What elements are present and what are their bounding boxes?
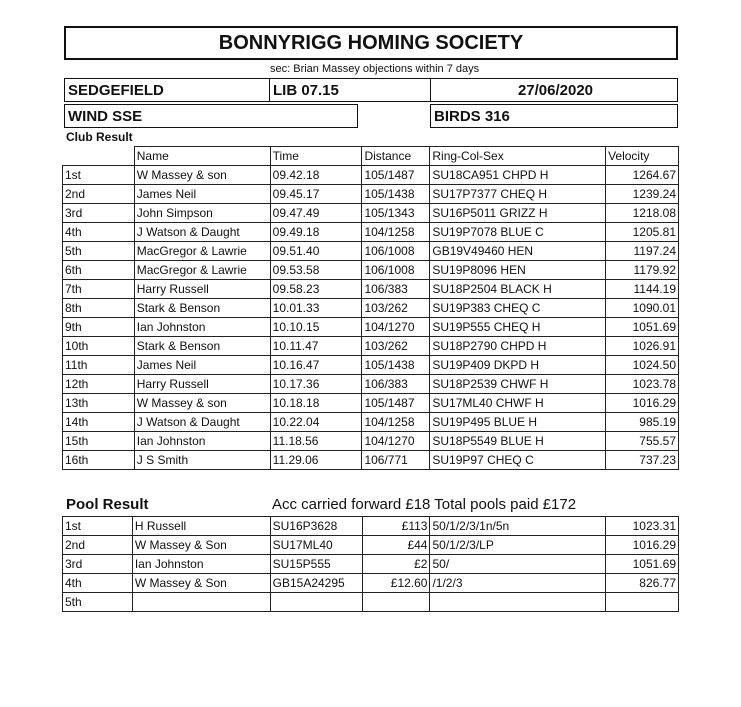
place-cell: 9th	[63, 318, 135, 337]
ring-cell: SU19P383 CHEQ C	[430, 299, 606, 318]
place-cell: 13th	[63, 394, 135, 413]
ring-cell: SU18P5549 BLUE H	[430, 432, 606, 451]
table-row	[63, 242, 679, 261]
time-cell: 10.18.18	[270, 394, 362, 413]
table-row	[63, 394, 679, 413]
column-header: Velocity	[606, 147, 679, 166]
amount-cell: £2	[362, 555, 430, 574]
name-cell: Ian Johnston	[134, 318, 270, 337]
ring-cell: SU18P2790 CHPD H	[430, 337, 606, 356]
velocity-cell: 1205.81	[606, 223, 679, 242]
velocity-cell: 826.77	[606, 574, 679, 593]
time-cell: 09.51.40	[270, 242, 362, 261]
name-cell: MacGregor & Lawrie	[134, 242, 270, 261]
time-cell: 10.10.15	[270, 318, 362, 337]
table-row	[63, 223, 679, 242]
ring-cell	[270, 593, 362, 612]
society-title-text: BONNYRIGG HOMING SOCIETY	[218, 31, 524, 54]
velocity-cell: 1023.78	[606, 375, 679, 394]
velocity-cell: 1016.29	[606, 394, 679, 413]
distance-cell: 105/1487	[362, 166, 430, 185]
place-cell: 5th	[63, 242, 135, 261]
place-cell: 7th	[63, 280, 135, 299]
place-cell: 2nd	[63, 536, 133, 555]
pools-cell: 50/	[430, 555, 606, 574]
ring-cell: SU16P5011 GRIZZ H	[430, 204, 606, 223]
distance-cell: 104/1270	[362, 432, 430, 451]
time-cell: 09.58.23	[270, 280, 362, 299]
velocity-cell: 1023.31	[606, 517, 679, 536]
column-header: Name	[134, 147, 270, 166]
table-row	[63, 204, 679, 223]
amount-cell: £44	[362, 536, 430, 555]
ring-cell: SU19P97 CHEQ C	[430, 451, 606, 470]
ring-cell: SU17P7377 CHEQ H	[430, 185, 606, 204]
header-blank	[63, 147, 135, 166]
velocity-cell: 1179.92	[606, 261, 679, 280]
name-cell: MacGregor & Lawrie	[134, 261, 270, 280]
table-row	[63, 280, 679, 299]
society-title	[64, 26, 678, 60]
ring-cell: SU17ML40	[270, 536, 362, 555]
place-cell: 6th	[63, 261, 135, 280]
place-cell: 4th	[63, 223, 135, 242]
ring-cell: SU19P7078 BLUE C	[430, 223, 606, 242]
velocity-cell: 1016.29	[606, 536, 679, 555]
velocity-cell: 737.23	[606, 451, 679, 470]
velocity-cell: 1144.19	[606, 280, 679, 299]
table-row	[63, 413, 679, 432]
velocity-cell: 1239.24	[606, 185, 679, 204]
place-cell: 4th	[63, 574, 133, 593]
pool-result-table	[62, 516, 679, 612]
ring-cell: GB15A24295	[270, 574, 362, 593]
velocity-cell: 1090.01	[606, 299, 679, 318]
name-cell: James Neil	[134, 185, 270, 204]
distance-cell: 106/1008	[362, 242, 430, 261]
place-cell: 1st	[63, 166, 135, 185]
distance-cell: 106/383	[362, 280, 430, 299]
name-cell: W Massey & Son	[132, 536, 270, 555]
table-row	[63, 375, 679, 394]
time-cell: 09.45.17	[270, 185, 362, 204]
time-cell: 09.47.49	[270, 204, 362, 223]
column-header: Distance	[362, 147, 430, 166]
place-cell: 8th	[63, 299, 135, 318]
birds-count: BIRDS 316	[430, 104, 678, 128]
amount-cell	[362, 593, 430, 612]
secretary-note: sec: Brian Massey objections within 7 days	[270, 63, 480, 75]
name-cell: W Massey & son	[134, 394, 270, 413]
name-cell: Harry Russell	[134, 280, 270, 299]
place-cell: 15th	[63, 432, 135, 451]
place-cell: 10th	[63, 337, 135, 356]
amount-cell: £113	[362, 517, 430, 536]
place-cell: 1st	[63, 517, 133, 536]
time-cell: 11.18.56	[270, 432, 362, 451]
distance-cell: 105/1438	[362, 356, 430, 375]
place-cell: 16th	[63, 451, 135, 470]
table-row	[63, 166, 679, 185]
table-row	[63, 432, 679, 451]
ring-cell: SU18P2539 CHWF H	[430, 375, 606, 394]
pools-cell: 50/1/2/3/LP	[430, 536, 606, 555]
ring-cell: SU17ML40 CHWF H	[430, 394, 606, 413]
column-header: Ring-Col-Sex	[430, 147, 606, 166]
velocity-cell: 1051.69	[606, 318, 679, 337]
distance-cell: 106/1008	[362, 261, 430, 280]
column-header: Time	[270, 147, 362, 166]
name-cell: H Russell	[132, 517, 270, 536]
table-row	[63, 555, 679, 574]
ring-cell: SU16P3628	[270, 517, 362, 536]
table-row	[63, 261, 679, 280]
time-cell: 10.16.47	[270, 356, 362, 375]
table-row	[63, 185, 679, 204]
velocity-cell: 1026.91	[606, 337, 679, 356]
velocity-cell: 1024.50	[606, 356, 679, 375]
velocity-cell	[606, 593, 679, 612]
amount-cell: £12.60	[362, 574, 430, 593]
name-cell: Ian Johnston	[132, 555, 270, 574]
place-cell: 2nd	[63, 185, 135, 204]
distance-cell: 106/383	[362, 375, 430, 394]
velocity-cell: 1051.69	[606, 555, 679, 574]
distance-cell: 105/1438	[362, 185, 430, 204]
pools-cell: /1/2/3	[430, 574, 606, 593]
pool-summary: Acc carried forward £18 Total pools paid £172	[272, 496, 577, 513]
table-row	[63, 318, 679, 337]
race-date: 27/06/2020	[430, 78, 678, 102]
ring-cell: SU19P409 DKPD H	[430, 356, 606, 375]
race-location: SEDGEFIELD	[64, 78, 270, 102]
distance-cell: 103/262	[362, 299, 430, 318]
club-result-table	[62, 146, 679, 470]
pools-cell: 50/1/2/3/1n/5n	[430, 517, 606, 536]
pool-result-heading: Pool Result	[66, 496, 149, 513]
distance-cell: 105/1487	[362, 394, 430, 413]
time-cell: 10.01.33	[270, 299, 362, 318]
time-cell: 10.17.36	[270, 375, 362, 394]
place-cell: 3rd	[63, 555, 133, 574]
name-cell	[132, 593, 270, 612]
velocity-cell: 1264.67	[606, 166, 679, 185]
name-cell: Ian Johnston	[134, 432, 270, 451]
liberation-time: LIB 07.15	[269, 78, 431, 102]
table-row	[63, 356, 679, 375]
name-cell: W Massey & Son	[132, 574, 270, 593]
name-cell: James Neil	[134, 356, 270, 375]
place-cell: 3rd	[63, 204, 135, 223]
table-row	[63, 337, 679, 356]
distance-cell: 104/1258	[362, 223, 430, 242]
time-cell: 10.11.47	[270, 337, 362, 356]
ring-cell: GB19V49460 HEN	[430, 242, 606, 261]
table-row	[63, 299, 679, 318]
place-cell: 12th	[63, 375, 135, 394]
name-cell: Stark & Benson	[134, 299, 270, 318]
distance-cell: 104/1258	[362, 413, 430, 432]
velocity-cell: 755.57	[606, 432, 679, 451]
table-row	[63, 593, 679, 612]
time-cell: 09.42.18	[270, 166, 362, 185]
wind-direction: WIND SSE	[64, 104, 358, 128]
ring-cell: SU15P555	[270, 555, 362, 574]
pools-cell	[430, 593, 606, 612]
table-row	[63, 517, 679, 536]
time-cell: 09.49.18	[270, 223, 362, 242]
place-cell: 5th	[63, 593, 133, 612]
name-cell: J Watson & Daught	[134, 413, 270, 432]
club-header-row	[63, 147, 679, 166]
table-row	[63, 451, 679, 470]
velocity-cell: 1218.08	[606, 204, 679, 223]
ring-cell: SU19P555 CHEQ H	[430, 318, 606, 337]
distance-cell: 104/1270	[362, 318, 430, 337]
distance-cell: 106/771	[362, 451, 430, 470]
ring-cell: SU18CA951 CHPD H	[430, 166, 606, 185]
place-cell: 14th	[63, 413, 135, 432]
ring-cell: SU18P2504 BLACK H	[430, 280, 606, 299]
velocity-cell: 985.19	[606, 413, 679, 432]
distance-cell: 103/262	[362, 337, 430, 356]
time-cell: 11.29.06	[270, 451, 362, 470]
name-cell: Stark & Benson	[134, 337, 270, 356]
club-result-heading: Club Result	[66, 130, 133, 144]
time-cell: 09.53.58	[270, 261, 362, 280]
ring-cell: SU19P495 BLUE H	[430, 413, 606, 432]
ring-cell: SU19P8096 HEN	[430, 261, 606, 280]
velocity-cell: 1197.24	[606, 242, 679, 261]
name-cell: W Massey & son	[134, 166, 270, 185]
table-row	[63, 536, 679, 555]
place-cell: 11th	[63, 356, 135, 375]
name-cell: Harry Russell	[134, 375, 270, 394]
distance-cell: 105/1343	[362, 204, 430, 223]
name-cell: John Simpson	[134, 204, 270, 223]
table-row	[63, 574, 679, 593]
name-cell: J Watson & Daught	[134, 223, 270, 242]
time-cell: 10.22.04	[270, 413, 362, 432]
name-cell: J S Smith	[134, 451, 270, 470]
